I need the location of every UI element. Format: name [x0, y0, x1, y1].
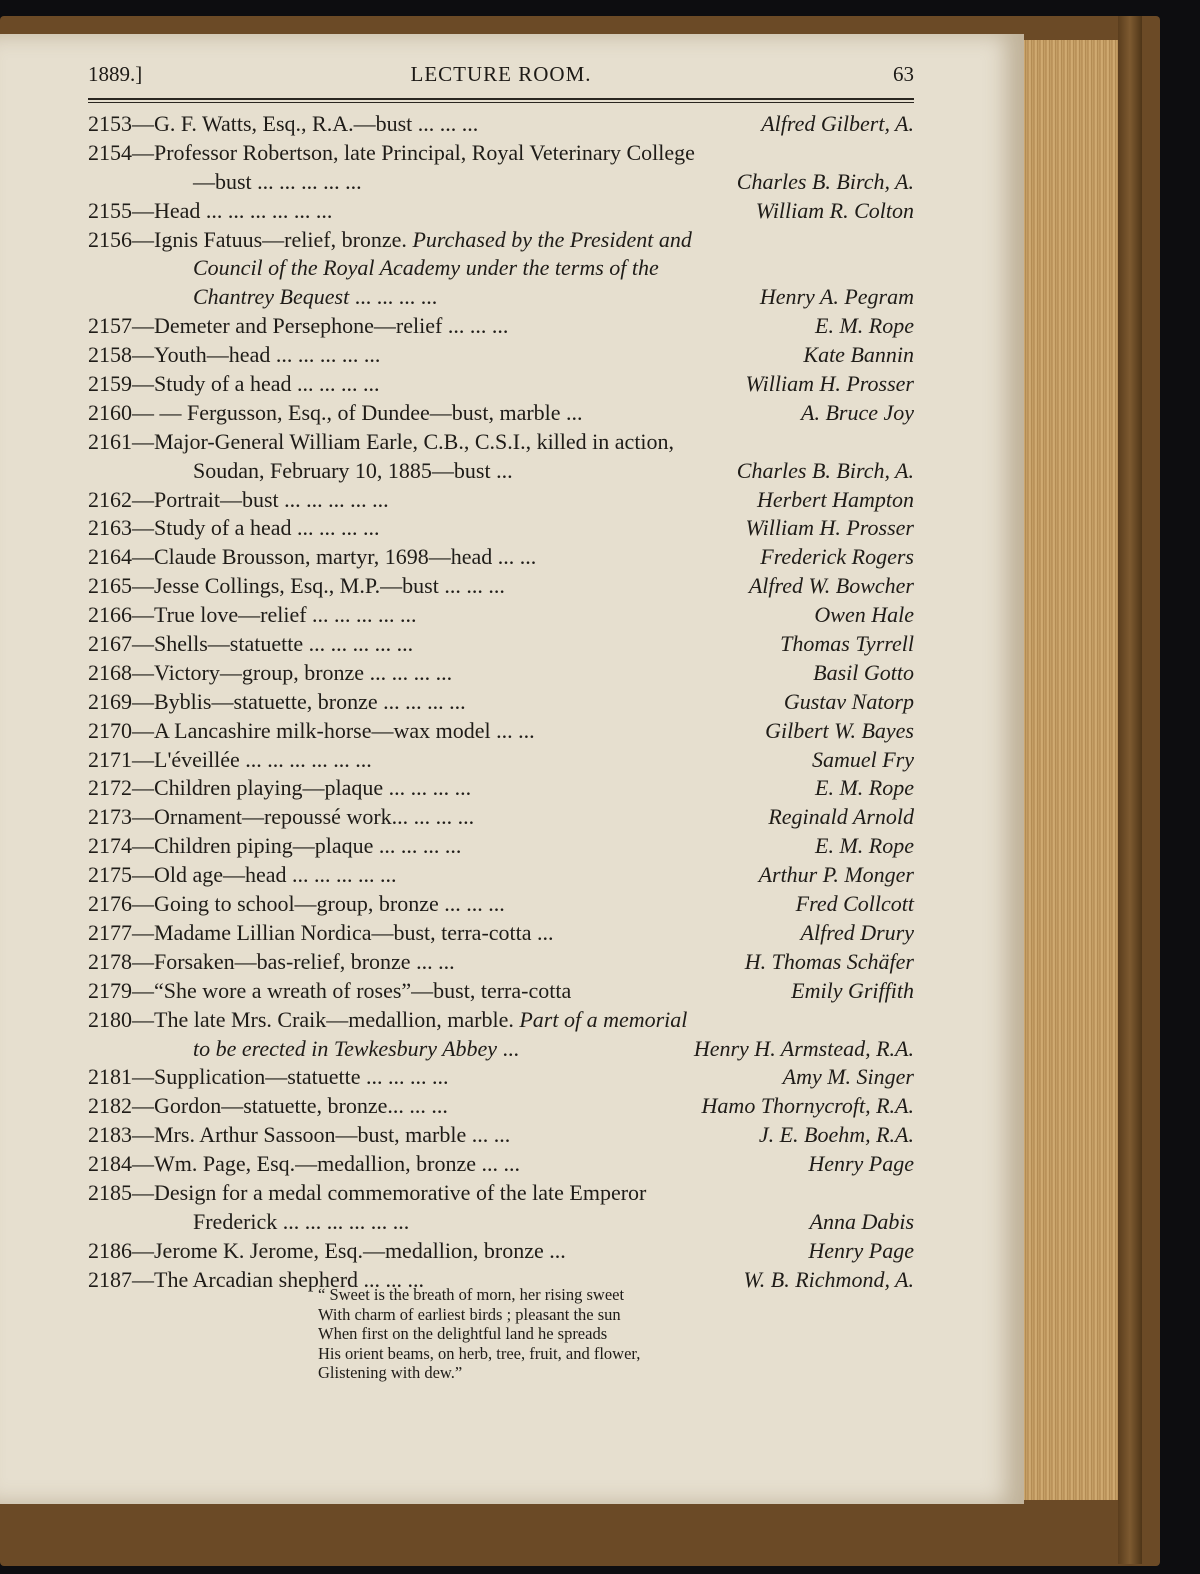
entry-artist: Amy M. Singer — [782, 1064, 914, 1090]
entry-title: Soudan, February 10, 1885—bust ... — [193, 457, 513, 483]
entry-note: Purchased by the President and — [412, 226, 692, 252]
entry-note: Council of the Royal Academy under the terms of the — [193, 255, 659, 281]
catalogue-entry — [88, 1150, 914, 1179]
entry-title: 2172—Children playing—plaque ... ... ... ... — [88, 775, 472, 801]
catalogue-entry — [88, 861, 914, 890]
entry-title: 2159—Study of a head ... ... ... ... — [88, 371, 380, 397]
catalogue-entry — [88, 457, 914, 486]
entry-text — [88, 197, 332, 226]
catalogue-entry — [88, 948, 914, 977]
catalogue-entry — [88, 226, 914, 255]
catalogue-entry — [88, 1121, 914, 1150]
page-number: 63 — [893, 62, 914, 86]
entry-title: 2165—Jesse Collings, Esq., M.P.—bust ... ... ... — [88, 573, 505, 599]
header-year: 1889.] — [88, 62, 143, 86]
entry-title: 2161—Major-General William Earle, C.B., C.S.I., killed in action, — [88, 428, 675, 454]
entry-text — [88, 861, 397, 890]
entry-text — [88, 486, 389, 515]
entry-text — [193, 254, 659, 283]
entry-title: 2154—Professor Robertson, late Principal, Royal Veterinary College — [88, 139, 695, 165]
entry-artist: W. B. Richmond, A. — [743, 1266, 914, 1292]
entry-title: 2155—Head ... ... ... ... ... ... — [88, 197, 333, 223]
entry-artist: William R. Colton — [755, 197, 914, 223]
catalogue-entry — [88, 1237, 914, 1266]
header-rule-thin — [88, 102, 914, 103]
catalogue-entry — [88, 1006, 914, 1035]
catalogue-entry — [88, 543, 914, 572]
entry-title: 2163—Study of a head ... ... ... ... — [88, 515, 380, 541]
entry-text — [88, 1006, 687, 1035]
catalogue-entry — [88, 399, 914, 428]
header-section: LECTURE ROOM. — [410, 62, 592, 86]
entry-title: 2177—Madame Lillian Nordica—bust, terra-cotta ... — [88, 919, 554, 945]
entry-text — [88, 717, 535, 746]
entry-text — [193, 1035, 519, 1064]
entry-artist: Emily Griffith — [791, 977, 914, 1003]
entry-text — [88, 601, 417, 630]
quote-line: Glistening with dew.” — [318, 1363, 463, 1382]
catalogue-entry — [88, 486, 914, 515]
catalogue-entry — [88, 370, 914, 399]
catalogue-entry — [88, 717, 914, 746]
catalogue-entries — [88, 110, 914, 1295]
entry-title: 2186—Jerome K. Jerome, Esq.—medallion, bronze ... — [88, 1237, 566, 1263]
entry-artist: Hamo Thornycroft, R.A. — [701, 1093, 914, 1119]
entry-artist: E. M. Rope — [815, 313, 914, 339]
entry-title: 2170—A Lancashire milk-horse—wax model ... ... — [88, 717, 535, 743]
entry-artist: Herbert Hampton — [756, 486, 914, 512]
entry-text — [88, 1121, 510, 1150]
entry-title: Frederick ... ... ... ... ... ... — [193, 1208, 410, 1234]
catalogue-entry — [88, 659, 914, 688]
catalogue-entry — [88, 890, 914, 919]
catalogue-entry — [88, 168, 914, 197]
catalogue-entry — [88, 283, 914, 312]
entry-leader: ... ... ... ... — [349, 284, 438, 310]
entry-title: 2180—The late Mrs. Craik—medallion, marble. — [88, 1006, 520, 1032]
catalogue-entry — [88, 630, 914, 659]
entry-text — [88, 370, 379, 399]
entry-text — [193, 168, 362, 197]
entry-title: 2162—Portrait—bust ... ... ... ... ... — [88, 486, 389, 512]
entry-title: 2166—True love—relief ... ... ... ... ... — [88, 602, 417, 628]
entry-title: 2174—Children piping—plaque ... ... ... ... — [88, 833, 462, 859]
entry-artist: E. M. Rope — [815, 775, 914, 801]
entry-artist: Kate Bannin — [803, 342, 914, 368]
entry-leader: ... — [497, 1035, 520, 1061]
entry-title: 2168—Victory—group, bronze ... ... ... ... — [88, 659, 453, 685]
catalogue-entry — [88, 428, 914, 457]
entry-text — [88, 572, 505, 601]
catalogue-entry — [88, 341, 914, 370]
entry-title: 2179—“She wore a wreath of roses”—bust, terra-cotta — [88, 977, 572, 1003]
catalogue-entry — [88, 832, 914, 861]
entry-artist: Anna Dabis — [809, 1208, 914, 1234]
catalogue-entry — [88, 1063, 914, 1092]
entry-artist: Alfred Drury — [800, 919, 914, 945]
catalogue-entry — [88, 746, 914, 775]
running-header — [88, 62, 914, 90]
entry-text — [88, 226, 692, 255]
entry-artist: Henry A. Pegram — [759, 284, 914, 310]
entry-title: 2167—Shells—statuette ... ... ... ... ... — [88, 631, 414, 657]
catalogue-entry — [88, 139, 914, 168]
entry-text — [88, 1237, 566, 1266]
entry-artist: Gustav Natorp — [783, 688, 914, 714]
catalogue-entry — [88, 1208, 914, 1237]
entry-title: 2169—Byblis—statuette, bronze ... ... ... ... — [88, 688, 466, 714]
catalogue-entry — [88, 688, 914, 717]
page-edges — [1020, 40, 1120, 1500]
entry-text — [88, 630, 413, 659]
entry-title: 2175—Old age—head ... ... ... ... ... — [88, 862, 397, 888]
entry-text — [88, 746, 372, 775]
catalogue-entry — [88, 110, 914, 139]
entry-text — [88, 919, 554, 948]
entry-title: 2178—Forsaken—bas-relief, bronze ... ... — [88, 948, 455, 974]
entry-title: 2184—Wm. Page, Esq.—medallion, bronze ... ... — [88, 1151, 520, 1177]
entry-artist: Fred Collcott — [795, 891, 914, 917]
catalogue-entry — [88, 1035, 914, 1064]
entry-title: 2158—Youth—head ... ... ... ... ... — [88, 342, 381, 368]
entry-artist: Samuel Fry — [811, 746, 914, 772]
entry-title: 2185—Design for a medal commemorative of the late Emperor — [88, 1179, 647, 1205]
entry-title: 2187—The Arcadian shepherd ... ... ... — [88, 1266, 425, 1292]
entry-artist: Henry H. Armstead, R.A. — [693, 1035, 914, 1061]
entry-text — [88, 514, 379, 543]
entry-artist: Arthur P. Monger — [758, 862, 914, 888]
entry-title: 2182—Gordon—statuette, bronze... ... ... — [88, 1093, 448, 1119]
catalogue-entry — [88, 514, 914, 543]
entry-text — [88, 543, 536, 572]
quote-line: His orient beams, on herb, tree, fruit, and flower, — [318, 1343, 641, 1363]
entry-title: 2164—Claude Brousson, martyr, 1698—head ... ... — [88, 544, 537, 570]
entry-title: 2181—Supplication—statuette ... ... ... ... — [88, 1064, 449, 1090]
entry-title: 2173—Ornament—repoussé work... ... ... ... — [88, 804, 475, 830]
entry-text — [88, 890, 505, 919]
entry-title: 2157—Demeter and Persephone—relief ... ... ... — [88, 313, 509, 339]
entry-artist: J. E. Boehm, R.A. — [758, 1122, 914, 1148]
entry-text — [88, 428, 674, 457]
entry-artist: Reginald Arnold — [768, 804, 914, 830]
entry-title: 2171—L'éveillée ... ... ... ... ... ... — [88, 746, 372, 772]
entry-artist: Thomas Tyrrell — [780, 631, 914, 657]
quote-line: With charm of earliest birds ; pleasant the sun — [318, 1304, 621, 1324]
entry-artist: Owen Hale — [814, 602, 914, 628]
entry-artist: Frederick Rogers — [760, 544, 914, 570]
entry-note: to be erected in Tewkesbury Abbey — [193, 1035, 498, 1061]
entry-title: 2153—G. F. Watts, Esq., R.A.—bust ... ... ... — [88, 111, 479, 136]
entry-artist: William H. Prosser — [745, 515, 914, 541]
entry-text — [193, 1208, 409, 1237]
entry-title: —bust ... ... ... ... ... — [193, 168, 362, 194]
entry-text — [88, 774, 471, 803]
catalogue-entry — [88, 197, 914, 226]
entry-artist: A. Bruce Joy — [801, 399, 914, 425]
entry-artist: Gilbert W. Bayes — [765, 717, 914, 743]
entry-title: 2176—Going to school—group, bronze ... ... ... — [88, 891, 505, 917]
catalogue-entry — [88, 919, 914, 948]
header-rule — [88, 98, 914, 100]
entry-note: Chantrey Bequest — [193, 284, 350, 310]
entry-artist: Alfred Gilbert, A. — [761, 111, 914, 136]
entry-text — [193, 283, 437, 312]
entry-text — [88, 312, 508, 341]
entry-text — [88, 110, 478, 139]
entry-artist: William H. Prosser — [745, 371, 914, 397]
entry-text — [88, 948, 455, 977]
entry-text — [88, 139, 695, 168]
entry-text — [88, 341, 380, 370]
catalogue-entry — [88, 1179, 914, 1208]
entry-artist: E. M. Rope — [815, 833, 914, 859]
entry-text — [88, 977, 571, 1006]
quote-line: When first on the delightful land he spreads — [318, 1324, 608, 1343]
verse-quote — [318, 1285, 878, 1383]
entry-text — [88, 832, 461, 861]
entry-artist: Alfred W. Bowcher — [748, 573, 914, 599]
entry-artist: Henry Page — [808, 1237, 914, 1263]
entry-text — [193, 457, 513, 486]
entry-text — [88, 659, 452, 688]
entry-artist: Charles B. Birch, A. — [736, 457, 914, 483]
catalogue-entry — [88, 601, 914, 630]
catalogue-entry — [88, 312, 914, 341]
entry-artist: Charles B. Birch, A. — [736, 168, 914, 194]
catalogue-entry — [88, 774, 914, 803]
entry-title: 2160— — Fergusson, Esq., of Dundee—bust, marble ... — [88, 399, 583, 425]
entry-text — [88, 399, 583, 428]
cover-edge — [1118, 16, 1142, 1564]
entry-artist: H. Thomas Schäfer — [744, 948, 914, 974]
catalogue-entry — [88, 1092, 914, 1121]
entry-artist: Henry Page — [808, 1151, 914, 1177]
entry-title: 2183—Mrs. Arthur Sassoon—bust, marble ... ... — [88, 1122, 511, 1148]
entry-title: 2156—Ignis Fatuus—relief, bronze. — [88, 226, 413, 252]
entry-text — [88, 1092, 448, 1121]
catalogue-entry — [88, 977, 914, 1006]
entry-text — [88, 688, 466, 717]
entry-text — [88, 1179, 646, 1208]
quote-line: “ Sweet is the breath of morn, her rising sweet — [318, 1285, 625, 1304]
entry-note: Part of a memorial — [519, 1006, 688, 1032]
entry-text — [88, 1150, 520, 1179]
entry-text — [88, 1063, 449, 1092]
entry-text — [88, 803, 474, 832]
catalogue-entry — [88, 254, 914, 283]
catalogue-entry — [88, 803, 914, 832]
entry-artist: Basil Gotto — [813, 659, 914, 685]
catalogue-entry — [88, 572, 914, 601]
